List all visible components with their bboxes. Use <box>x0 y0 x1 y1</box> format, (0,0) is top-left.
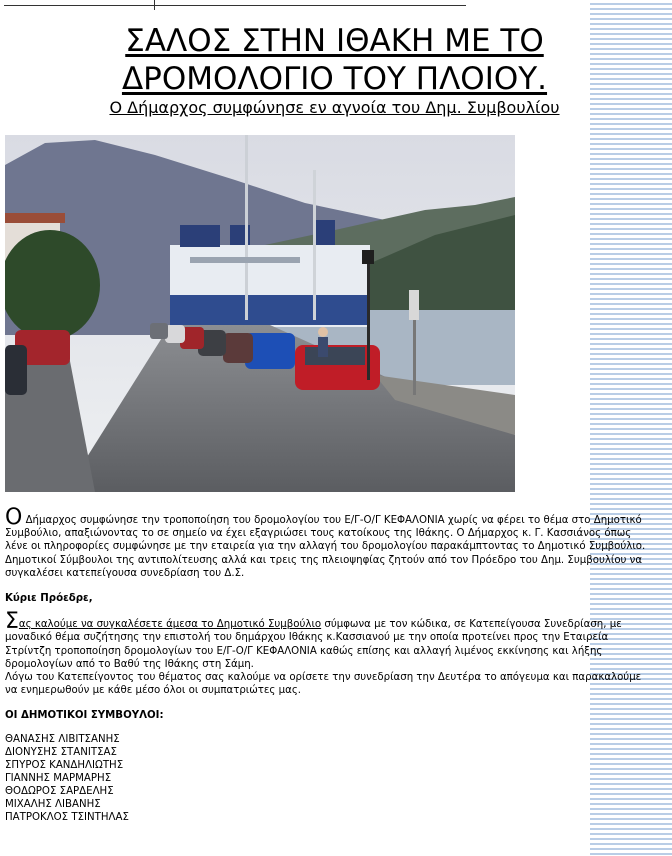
harbor-photo <box>5 135 515 492</box>
paragraph-councillors: Δημοτικοί Σύμβουλοι της αντιπολίτευσης αλλά και τρεις της πλειοψηφίας ζητούν από τον Πρόεδρο του Δημ. Συμβουλίου να συγκαλέσει κατεπείγουσα συνεδρίαση του Δ.Σ. <box>5 554 643 579</box>
underlined-phrase: ας καλούμε να συγκαλέσετε άμεσα το Δημοτικό Συμβούλιο <box>18 619 322 631</box>
paragraph-intro: Ο Δήμαρχος συμφώνησε την τροποποίηση του δρομολογίου του Ε/Γ-Ο/Γ ΚΕΦΑΛΟΝΙΑ χωρίς να φέρει το θέμα στο Δημοτικό Συμβούλιο, απαξιώνοντας το σε σημείο να έχει εξαγριώσει τους κατοίκους της Ιθάκης. Ο Δήμαρχος κ. Γ. Κασσιάνος όπως λένε οι πληροφορίες συμφώνησε με την εταιρεία για την αλλαγή του δρομολογίου παρακάμπτοντας το Δημοτικό Συμβούλιο. <box>5 505 646 553</box>
drop-cap: Ο <box>5 505 23 530</box>
drop-cap: Σ <box>5 609 19 635</box>
headline-line-2: ΔΡΟΜΟΛΟΓΙΟ ΤΟΥ ΠΛΟΙΟΥ. <box>121 61 548 97</box>
article-subtitle: Ο Δήμαρχος συμφώνησε εν αγνοία του Δημ. Συμβουλίου <box>109 98 560 117</box>
signer-name: ΘΑΝΑΣΗΣ ΛΙΒΙΤΣΑΝΗΣ <box>5 733 120 745</box>
signer-name: ΔΙΟΝΥΣΗΣ ΣΤΑΝΙΤΣΑΣ <box>5 746 117 758</box>
paragraph-request: Σας καλούμε να συγκαλέσετε άμεσα το Δημοτικό Συμβούλιο σύμφωνα με τον κώδικα, σε Κατεπείγουσα Συνεδρίαση, με μοναδικό θέμα συζήτησης την επιστολή του δημάρχου Ιθάκης κ.Κασσιανού με την οποία προτείνει προς την Εταιρεία Στρίντζη τροποποίηση δρομολογίων του Ε/Γ-Ο/Γ ΚΕΦΑΛΟΝΙΑ καθώς επίσης και αλλαγή λιμένος εκκίνησης και λήξης δρομολογίων από το Βαθύ της Ιθάκης στη Σάμη. <box>5 609 622 670</box>
signer-name: ΜΙΧΑΛΗΣ ΛΙΒΑΝΗΣ <box>5 798 101 810</box>
paragraph-urgency: Λόγω του Κατεπείγοντος του θέματος σας καλούμε να ορίσετε την συνεδρίαση την Δευτέρα το απόγευμα και παρακαλούμε να ενημερωθούν με κάθε μέσο όλοι οι συμπατριώτες μας. <box>5 672 642 697</box>
signer-name: ΠΑΤΡΟΚΛΟΣ ΤΣΙΝΤΗΛΑΣ <box>5 811 129 823</box>
signer-name: ΣΠΥΡΟΣ ΚΑΝΔΗΛΙΩΤΗΣ <box>5 759 124 771</box>
harbor-photo-image <box>5 135 515 492</box>
top-divider-mark <box>154 0 155 10</box>
signers-title: ΟΙ ΔΗΜΟΤΙΚΟΙ ΣΥΜΒΟΥΛΟΙ: <box>5 710 164 722</box>
headline-line-1: ΣΑΛΟΣ ΣΤΗΝ ΙΘΑΚΗ ΜΕ ΤΟ <box>125 23 544 59</box>
signer-name: ΘΟΔΩΡΟΣ ΣΑΡΔΕΛΗΣ <box>5 785 114 797</box>
signers-list <box>5 733 655 824</box>
signer-name: ΓΙΑΝΝΗΣ ΜΑΡΜΑΡΗΣ <box>5 772 112 784</box>
top-divider <box>4 5 466 6</box>
article-body <box>5 505 655 824</box>
article-headline <box>82 22 587 98</box>
salutation: Κύριε Πρόεδρε, <box>5 593 93 605</box>
